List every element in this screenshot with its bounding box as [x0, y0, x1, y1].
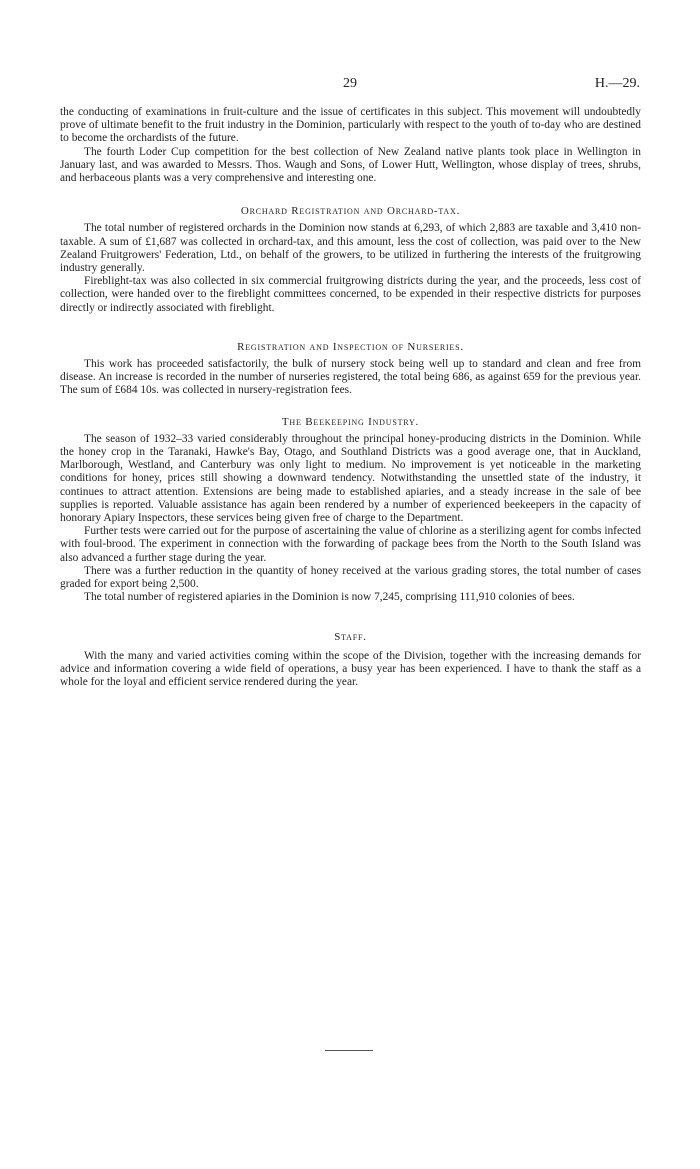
orchard-paragraph-1: The total number of registered orchards in the Dominion now stands at 6,293, of which 2,883 are taxable and 3,410 non-taxable. A sum of £1,687 was collected in orchard-tax, and this amount, less the cost of collection, was paid over to the New Zealand Fruitgrowers' Federation, Ltd., on behalf of the growers, to be utilized in furthering the interests of the fruitgrowing industry generally.	[60, 222, 641, 275]
nurseries-paragraph-1: This work has proceeded satisfactorily, the bulk of nursery stock being well up to standard and clean and free from disease. An increase is recorded in the number of nurseries registered, the total being 686, as against 659 for the previous year. The sum of £684 10s. was collected in nursery-registration fees.	[60, 358, 641, 397]
page-body	[60, 106, 641, 689]
beekeeping-paragraph-1: The season of 1932–33 varied considerably throughout the principal honey-producing districts in the Dominion. While the honey crop in the Taranaki, Hawke's Bay, Otago, and Southland Districts was a good average one, that in Auckland, Marlborough, Westland, and Canterbury was only light to medium. No improvement is yet noticeable in the marketing conditions for honey, prices still showing a downward tendency. Notwithstanding the unsettled state of the industry, it continues to attract attention. Extensions are being made to established apiaries, and a steady increase in the sale of bee supplies is reported. Valuable assistance has again been rendered by a number of experienced beekeepers in the capacity of honorary Apiary Inspectors, these services being given free of charge to the Department.	[60, 432, 641, 525]
section-heading-beekeeping: The Beekeeping Industry.	[281, 415, 420, 428]
orchard-paragraph-2: Fireblight-tax was also collected in six commercial fruitgrowing districts during the year, and the proceeds, less cost of collection, were handed over to the fireblight committees concerned, to be expended in their respective districts for purposes directly or indirectly associated with fireblight.	[60, 275, 641, 314]
closing-rule	[325, 1050, 373, 1051]
document-reference: H.—29.	[594, 76, 640, 91]
intro-paragraph-2: The fourth Loder Cup competition for the best collection of New Zealand native plants took place in Wellington in January last, and was awarded to Messrs. Thos. Waugh and Sons, of Lower Hutt, Wellington, whose display of trees, shrubs, and herbaceous plants was a very comprehensive and interesting one.	[60, 145, 641, 185]
beekeeping-paragraph-3: There was a further reduction in the quantity of honey received at the various grading stores, the total number of cases graded for export being 2,500.	[60, 564, 641, 591]
page-header	[0, 76, 700, 96]
page-number: 29	[343, 76, 357, 91]
staff-paragraph-1: With the many and varied activities coming within the scope of the Division, together with the increasing demands for advice and information covering a wide field of operations, a busy year has been experienced. I have to thank the staff as a whole for the loyal and efficient service rendered during the year.	[60, 649, 641, 689]
intro-paragraph-1: the conducting of examinations in fruit-culture and the issue of certificates in this subject. This movement will undoubtedly prove of ultimate benefit to the fruit industry in the Dominion, particularly with respect to the youth of to-day who are destined to become the orchardists of the future.	[60, 106, 641, 145]
beekeeping-paragraph-2: Further tests were carried out for the purpose of ascertaining the value of chlorine as a sterilizing agent for combs infected with foul-brood. The experiment in connection with the forwarding of package bees from the North to the South Island was also advanced a further stage during the year.	[60, 525, 641, 564]
section-heading-staff: Staff.	[334, 630, 367, 643]
section-heading-orchard: Orchard Registration and Orchard-tax.	[240, 205, 461, 218]
beekeeping-paragraph-4: The total number of registered apiaries in the Dominion is now 7,245, comprising 111,910 colonies of bees.	[84, 591, 575, 604]
section-heading-nurseries: Registration and Inspection of Nurseries.	[237, 340, 464, 353]
